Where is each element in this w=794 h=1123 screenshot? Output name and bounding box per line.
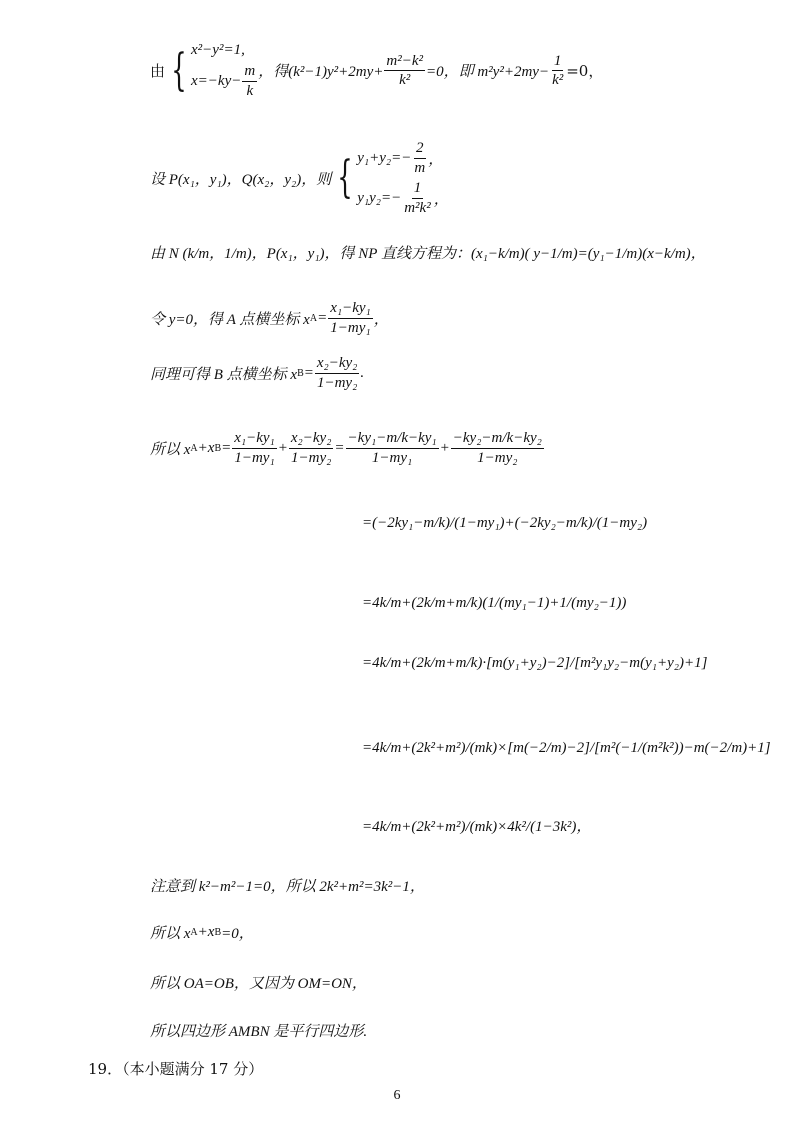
sum-text: 所以 x	[150, 441, 191, 458]
step-line-4	[362, 740, 771, 757]
set-points-text: 设 P(x₁，y₁)，Q(x₂，y₂)，则	[150, 171, 332, 188]
frac-num: 1	[552, 53, 564, 72]
vieta-sum: y₁+y₂=−	[357, 149, 412, 166]
step-5: =4k/m+(2k²+m²)/(mk)×4k²/(1−3k²)，	[362, 819, 592, 835]
conclusion-line-3	[150, 1020, 367, 1041]
derived-eq-2: =0，即 m²y²+2my−	[425, 64, 550, 80]
conclusion-line-1: 所以 x A +x B =0，	[150, 924, 254, 942]
frac-num: m²−k²	[384, 53, 425, 72]
np-line-equation	[150, 242, 706, 263]
step-line-5	[362, 815, 591, 836]
step-2: =4k/m+(2k/m+m/k)(1/(my₁−1)+1/(my₂−1))	[362, 595, 627, 611]
step-line-3	[362, 655, 707, 672]
step-3: =4k/m+(2k/m+m/k)·[m(y₁+y₂)−2]/[m²y₁y₂−m(y₁+y₂)+1]	[362, 655, 708, 671]
xb-text: 同理可得 B 点横坐标 x	[150, 366, 298, 383]
frac-den: 1−my₂	[316, 374, 358, 391]
system-eq-2: x=−ky−	[191, 72, 242, 89]
note-text: 注意到 k²−m²−1=0，所以 2k²+m²=3k²−1，	[150, 879, 425, 895]
vieta-system: { y₁+y₂=− $\frac{2}{m}$ ， y₁y₂=− $\frac{1}{\text{m²k²}}$ ，	[337, 140, 449, 216]
question-19-label: 19．（本小题满分 17 分）	[88, 1060, 264, 1078]
text-you: 由	[150, 62, 166, 80]
frac-den: k	[246, 82, 254, 99]
system-eq-1: x²−y²=1,	[191, 42, 245, 58]
frac-den: 1−my₁	[330, 319, 371, 336]
frac-num: 2	[414, 140, 426, 159]
question-header	[88, 1058, 263, 1079]
conclusion-text-1: 所以 x	[150, 926, 191, 942]
page-number: 6	[393, 1088, 401, 1103]
step-1: =(−2ky₁−m/k)/(1−my₁)+(−2ky₂−m/k)/(1−my₂)	[362, 515, 648, 531]
vieta-product: y₁y₂=−	[357, 189, 402, 206]
vieta-line	[150, 140, 449, 216]
frac-num: x₂−ky₂	[315, 355, 360, 374]
eq-end: =0，	[566, 62, 604, 80]
xa-text: 令 y=0，得 A 点横坐标 x	[150, 311, 310, 328]
derived-eq: ，得(k²−1)y²+2my+	[258, 64, 384, 80]
equation-system-line	[150, 42, 603, 99]
frac-den: m²k²	[404, 199, 431, 216]
conclusion-text-3: 所以四边形 AMBN 是平行四边形.	[150, 1024, 368, 1040]
frac-den: k²	[552, 72, 564, 88]
conclusion-text-2: 所以 OA=OB，又因为 OM=ON，	[150, 976, 367, 992]
step-line-1	[362, 515, 647, 532]
xa-line: 令 y=0，得 A 点横坐标 x A = $\frac{\text{x₁−ky₁}}{\text{1−my₁}}$ ，	[150, 300, 389, 336]
frac-den: m	[414, 159, 426, 176]
frac-num: m	[242, 63, 257, 82]
sum-line: 所以 x A +x B = $\frac{\text{x₁−ky₁}}{\text{1−my₁}}$ + $\frac{\text{x₂−ky₂}}{\text{1−my₂}}$ = $\frac{\text{−ky₁−m/k−ky₁}}{\text{1−my₁}}$ + $\frac{\text{−ky₂−m/k−ky₂}}{\text{1−my₂}}$	[150, 430, 542, 466]
frac-num: x₁−ky₁	[328, 300, 373, 319]
step-line-2	[362, 595, 626, 612]
equation-system: { x²−y²=1, x=−ky− $\frac{m}{k}$	[165, 42, 258, 99]
frac-den: k²	[399, 72, 411, 88]
frac-num: 1	[412, 180, 424, 199]
step-4: =4k/m+(2k²+m²)/(mk)×[m(−2/m)−2]/[m²(−1/(m²k²))−m(−2/m)+1]	[362, 740, 771, 756]
note-line	[150, 875, 425, 896]
np-line-text: 由 N (k/m，1/m)，P(x₁，y₁)，得 NP 直线方程为：(x₁−k/m)( y−1/m)=(y₁−1/m)(x−k/m)，	[150, 246, 706, 262]
xb-line: 同理可得 B 点横坐标 x B = $\frac{\text{x₂−ky₂}}{\text{1−my₂}}$ .	[150, 355, 365, 391]
conclusion-line-2	[150, 972, 367, 993]
